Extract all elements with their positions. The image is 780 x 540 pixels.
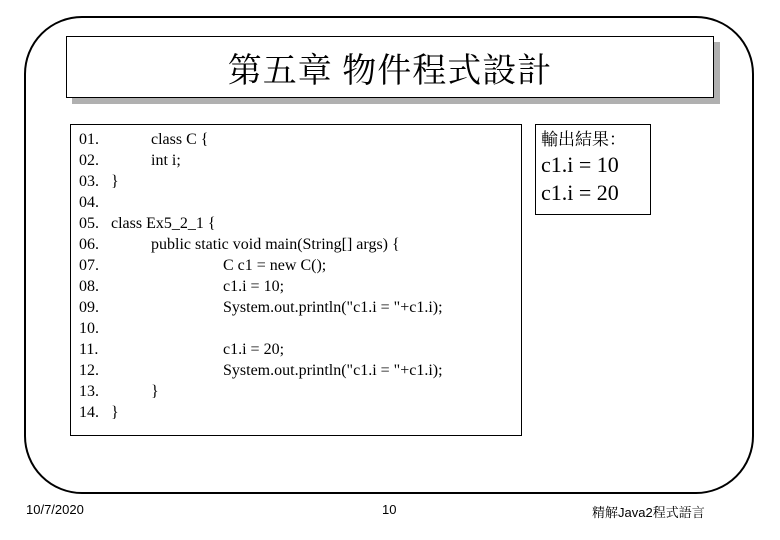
code-text: public static void main(String[] args) { xyxy=(151,236,400,253)
code-text: c1.i = 10; xyxy=(223,278,285,295)
code-line xyxy=(79,171,119,192)
code-text: } xyxy=(111,404,119,421)
code-line xyxy=(79,318,151,339)
line-number: 13. xyxy=(79,383,99,400)
output-line: c1.i = 20 xyxy=(541,180,619,205)
line-number: 11. xyxy=(79,341,99,358)
line-number: 01. xyxy=(79,131,99,148)
line-number: 10. xyxy=(79,320,99,337)
code-line xyxy=(79,381,159,402)
code-text: c1.i = 20; xyxy=(223,341,285,358)
code-line xyxy=(79,129,208,150)
code-line xyxy=(79,150,181,171)
line-number: 07. xyxy=(79,257,99,274)
code-text: } xyxy=(111,173,119,190)
code-line xyxy=(79,297,443,318)
code-line xyxy=(79,360,443,381)
line-number: 03. xyxy=(79,173,99,190)
code-line xyxy=(79,339,284,360)
line-number: 12. xyxy=(79,362,99,379)
code-line xyxy=(79,276,284,297)
line-number: 09. xyxy=(79,299,99,316)
code-text: C c1 = new C(); xyxy=(223,257,327,274)
line-number: 14. xyxy=(79,404,99,421)
line-number: 06. xyxy=(79,236,99,253)
line-number: 05. xyxy=(79,215,99,232)
code-listing xyxy=(70,124,522,436)
code-line xyxy=(79,402,119,423)
code-line xyxy=(79,234,400,255)
code-line xyxy=(79,255,326,276)
output-line: c1.i = 10 xyxy=(541,152,619,177)
slide-title-text: 第五章 物件程式設計 xyxy=(227,52,553,90)
line-number: 08. xyxy=(79,278,99,295)
code-text: System.out.println("c1.i = "+c1.i); xyxy=(223,299,443,316)
footer-course-title: 精解Java2程式語言 xyxy=(592,505,705,520)
code-text: } xyxy=(151,383,159,400)
code-line xyxy=(79,213,216,234)
footer-date: 10/7/2020 xyxy=(26,502,84,517)
footer-page-number: 10 xyxy=(382,502,397,517)
output-panel xyxy=(535,124,651,215)
line-number: 02. xyxy=(79,152,99,169)
code-line xyxy=(79,192,151,213)
code-text: int i; xyxy=(151,152,181,169)
line-number: 04. xyxy=(79,194,99,211)
code-text: System.out.println("c1.i = "+c1.i); xyxy=(223,362,443,379)
slide-title xyxy=(66,36,714,98)
code-text: class Ex5_2_1 { xyxy=(111,215,216,232)
code-text: class C { xyxy=(151,131,209,148)
output-label: 輸出結果： xyxy=(541,130,626,149)
